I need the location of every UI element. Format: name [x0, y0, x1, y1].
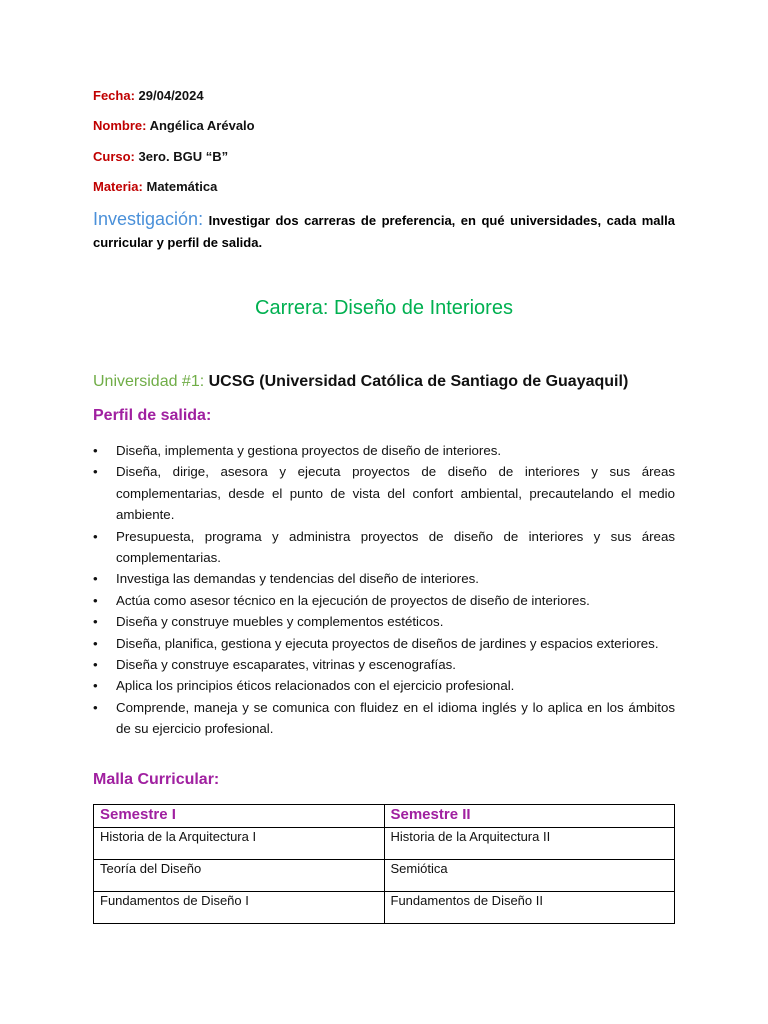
table-row [94, 892, 675, 924]
bullet-icon: • [93, 635, 98, 651]
investigacion-label: Investigación: [93, 209, 204, 229]
fecha-line [93, 88, 204, 103]
table-cell: Historia de la Arquitectura II [384, 828, 675, 860]
list-item: • Diseña y construye escaparates, vitrinas y escenografías. [93, 654, 675, 675]
bullet-icon: • [93, 657, 98, 673]
list-item: • Actúa como asesor técnico en la ejecución de proyectos de diseño de interiores. [93, 590, 675, 611]
materia-line [93, 179, 217, 194]
bullet-icon: • [93, 528, 98, 544]
bullet-icon: • [93, 678, 98, 694]
table-cell: Semiótica [384, 860, 675, 892]
table-row [94, 860, 675, 892]
perfil-list [93, 440, 675, 740]
table-cell: Fundamentos de Diseño II [384, 892, 675, 924]
bullet-icon: • [93, 592, 98, 608]
bullet-icon: • [93, 614, 98, 630]
list-item: • Diseña, implementa y gestiona proyectos de diseño de interiores. [93, 440, 675, 461]
table-cell: Historia de la Arquitectura I [94, 828, 385, 860]
university-line [93, 373, 628, 391]
list-item: • Comprende, maneja y se comunica con fluidez en el idioma inglés y lo aplica en los ámbitos de su ejercicio profesional. [93, 697, 675, 740]
bullet-icon: • [93, 571, 98, 587]
curso-value: 3ero. BGU “B” [138, 149, 229, 164]
malla-table [93, 804, 675, 924]
investigacion-paragraph [93, 208, 675, 254]
list-item: • Aplica los principios éticos relacionados con el ejercicio profesional. [93, 675, 675, 696]
curso-line [93, 149, 228, 164]
bullet-icon: • [93, 464, 98, 480]
bullet-icon: • [93, 443, 98, 458]
list-item: • Presupuesta, programa y administra proyectos de diseño de interiores y sus áreas complementarias. [93, 526, 675, 569]
table-header-cell: Semestre II [384, 805, 675, 828]
university-value: UCSG (Universidad Católica de Santiago de Guayaquil) [208, 373, 629, 390]
nombre-label: Nombre: [93, 118, 147, 133]
nombre-line [93, 118, 255, 133]
perfil-title: Perfil de salida: [93, 407, 212, 424]
table-row [94, 828, 675, 860]
list-item: • Investiga las demandas y tendencias del diseño de interiores. [93, 568, 675, 589]
curso-label: Curso: [93, 149, 135, 164]
materia-label: Materia: [93, 179, 143, 194]
table-header-cell: Semestre I [94, 805, 385, 828]
fecha-value: 29/04/2024 [138, 88, 204, 103]
list-item: • Diseña, planifica, gestiona y ejecuta proyectos de diseños de jardines y espacios exteriores. [93, 633, 675, 654]
career-title: Carrera: Diseño de Interiores [255, 297, 513, 319]
table-header-row [94, 805, 675, 828]
bullet-icon: • [93, 699, 98, 715]
fecha-label: Fecha: [93, 88, 135, 103]
investigacion-text: Investigar dos carreras de preferencia, en qué universidades, cada malla curricular y perfil de salida. [93, 213, 675, 250]
nombre-value: Angélica Arévalo [149, 118, 255, 133]
university-label: Universidad #1: [93, 373, 205, 390]
list-item: • Diseña y construye muebles y complementos estéticos. [93, 611, 675, 632]
malla-title: Malla Curricular: [93, 771, 220, 788]
materia-value: Matemática [146, 179, 218, 194]
list-item: • Diseña, dirige, asesora y ejecuta proyectos de diseño de interiores y sus áreas complementarias, desde el punto de vista del confort ambiental, precautelando el medio ambiente. [93, 461, 675, 525]
table-cell: Teoría del Diseño [94, 860, 385, 892]
table-cell: Fundamentos de Diseño I [94, 892, 385, 924]
